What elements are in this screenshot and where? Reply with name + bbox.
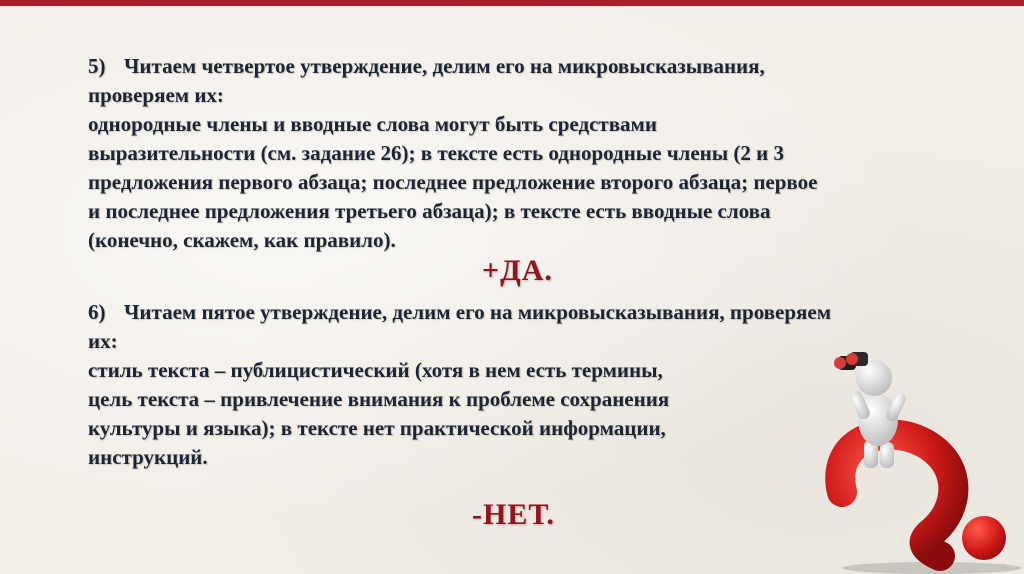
statement-5-line-5: предложения первого абзаца; последнее предложение второго абзаца; первое: [88, 170, 818, 194]
answer-yes: +ДА.: [482, 254, 553, 287]
statement-5-first-line: Читаем четвертое утверждение, делим его на микровысказывания,: [124, 54, 765, 78]
person-with-binoculars-on-question-mark-icon: [812, 342, 1024, 574]
statement-5-line-4: выразительности (см. задание 26); в тексте есть однородные члены (2 и 3: [88, 141, 784, 165]
statement-6-line-3: стиль текста – публицистический (хотя в нем есть термины,: [88, 358, 663, 382]
statement-5-line-7: (конечно, скажем, как правило).: [88, 228, 396, 252]
statement-5-line-3: однородные члены и вводные слова могут быть средствами: [88, 112, 657, 136]
statement-5-text: [88, 52, 948, 255]
statement-6-number: 6): [88, 300, 106, 324]
statement-6-line-2: их:: [88, 329, 118, 353]
statement-6-line-1: [88, 298, 948, 327]
statement-5-line-1: [88, 52, 948, 81]
top-accent-bar: [0, 0, 1024, 6]
statement-6-first-line: Читаем пятое утверждение, делим его на микровысказывания, проверяем: [124, 300, 832, 324]
statement-6-line-5: культуры и языка); в тексте нет практической информации,: [88, 416, 666, 440]
statement-5-number: 5): [88, 54, 106, 78]
copyright-watermark: © ...: [1001, 564, 1014, 571]
statement-6-line-6: инструкций.: [88, 445, 208, 469]
answer-no: -НЕТ.: [472, 498, 555, 531]
statement-5-line-6: и последнее предложения третьего абзаца); в тексте есть вводные слова: [88, 199, 771, 223]
statement-6-line-4: цель текста – привлечение внимания к проблеме сохранения: [88, 387, 670, 411]
statement-5-line-2: проверяем их:: [88, 83, 224, 107]
